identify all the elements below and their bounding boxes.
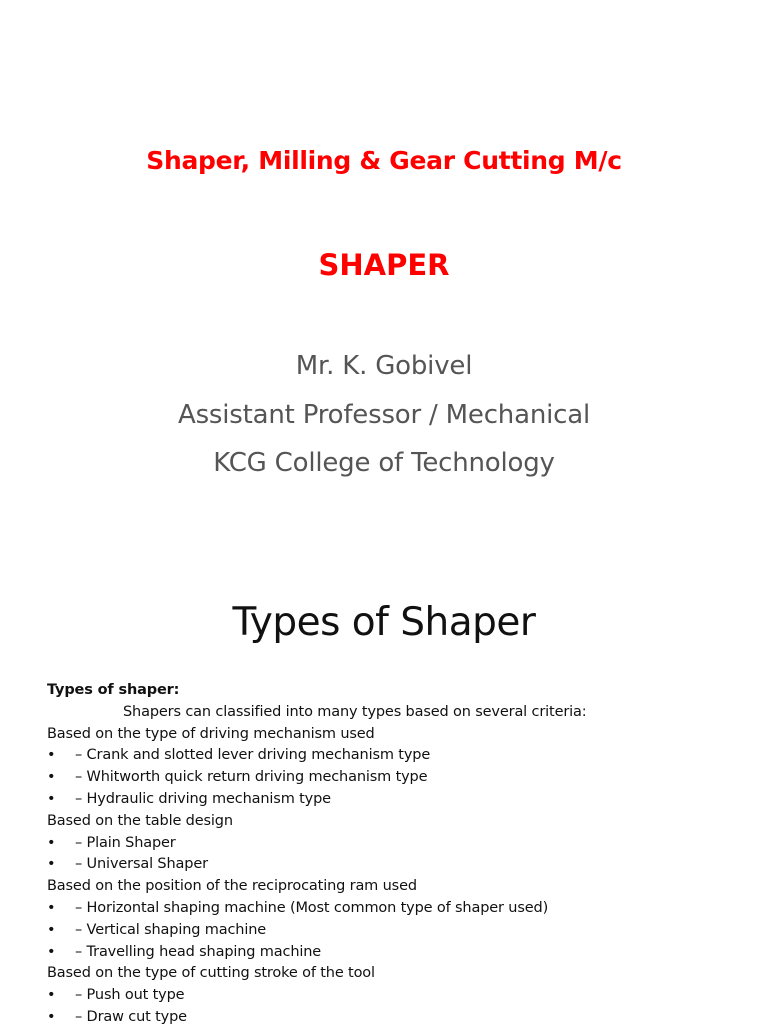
list-item-text: – Universal Shaper [75, 856, 208, 873]
bullet-icon: • [47, 747, 56, 764]
list-item-text: – Draw cut type [75, 1008, 187, 1025]
list-item [47, 1007, 747, 1029]
list-item [47, 854, 747, 876]
bullet-icon: • [47, 1008, 56, 1025]
slide2-title: Types of Shaper [232, 600, 536, 645]
bullet-icon: • [47, 856, 56, 873]
group-label: Based on the position of the reciprocating ram used [47, 878, 417, 895]
list-item [47, 920, 747, 942]
bullet-icon: • [47, 899, 56, 916]
types-body [47, 680, 747, 1029]
list-item [47, 833, 747, 855]
bullet-icon: • [47, 834, 56, 851]
list-item [47, 898, 747, 920]
list-item-text: – Whitworth quick return driving mechanism type [75, 769, 428, 786]
bullet-icon: • [47, 921, 56, 938]
group-label: Based on the table design [47, 812, 233, 829]
list-item-text: – Hydraulic driving mechanism type [75, 790, 331, 807]
list-item [47, 745, 747, 767]
author-position: Assistant Professor / Mechanical [178, 399, 590, 430]
types-heading: Types of shaper: [47, 682, 180, 698]
group-label: Based on the type of cutting stroke of the tool [47, 965, 375, 982]
bullet-icon: • [47, 943, 56, 960]
slide1-subtitle: SHAPER [318, 248, 450, 282]
author-name: Mr. K. Gobivel [295, 351, 473, 381]
bullet-icon: • [47, 790, 56, 807]
list-item-text: – Vertical shaping machine [75, 921, 267, 938]
list-item-text: – Crank and slotted lever driving mechanism type [75, 747, 431, 764]
types-intro: Shapers can classified into many types based on several criteria: [123, 703, 587, 720]
list-item-text: – Travelling head shaping machine [75, 943, 322, 960]
author-block [0, 342, 768, 488]
list-item [47, 985, 747, 1007]
list-item-text: – Plain Shaper [75, 834, 176, 851]
bullet-icon: • [47, 987, 56, 1004]
slide1-title: Shaper, Milling & Gear Cutting M/c [146, 146, 622, 175]
author-institution: KCG College of Technology [213, 448, 555, 478]
list-item-text: – Push out type [75, 987, 185, 1004]
list-item [47, 767, 747, 789]
list-item [47, 942, 747, 964]
list-item [47, 789, 747, 811]
bullet-icon: • [47, 769, 56, 786]
list-item-text: – Horizontal shaping machine (Most common type of shaper used) [75, 899, 549, 916]
group-label: Based on the type of driving mechanism used [47, 725, 375, 742]
